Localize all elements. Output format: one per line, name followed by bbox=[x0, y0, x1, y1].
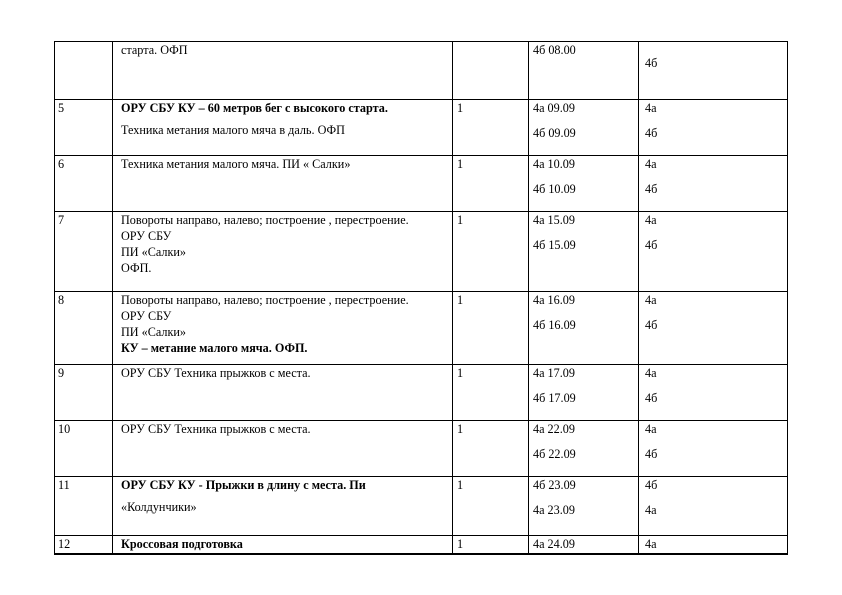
line-gap bbox=[645, 172, 787, 181]
table-row bbox=[55, 292, 788, 365]
lesson-topic-line: ОРУ СБУ КУ – 60 метров бег с высокого старта. bbox=[121, 101, 388, 115]
lesson-topic-line: ОРУ СБУ Техника прыжков с места. bbox=[121, 422, 311, 436]
lesson-number-cell bbox=[55, 100, 113, 156]
lesson-number-cell bbox=[55, 42, 113, 100]
lesson-class: 4а bbox=[645, 537, 657, 551]
lesson-number-cell bbox=[55, 156, 113, 212]
line-gap bbox=[645, 42, 787, 55]
line-gap bbox=[645, 493, 787, 502]
line-gap bbox=[533, 493, 638, 502]
lesson-hours-cell bbox=[453, 292, 529, 365]
lesson-hours-cell bbox=[453, 477, 529, 536]
lesson-date: 4б 10.09 bbox=[533, 182, 576, 196]
lesson-class-cell bbox=[639, 421, 788, 477]
table-row bbox=[55, 156, 788, 212]
lesson-date: 4б 09.09 bbox=[533, 126, 576, 140]
lesson-hours-cell bbox=[453, 42, 529, 100]
lesson-hours-cell bbox=[453, 421, 529, 477]
lesson-number-cell bbox=[55, 292, 113, 365]
lesson-topic-line: Повороты направо, налево; построение , перестроение. bbox=[121, 213, 409, 227]
lesson-topic-line: старта. ОФП bbox=[121, 43, 188, 57]
lesson-hours-cell bbox=[453, 100, 529, 156]
lesson-class: 4б bbox=[645, 126, 658, 140]
lesson-class: 4а bbox=[645, 366, 657, 380]
lesson-number: 8 bbox=[58, 293, 65, 307]
lesson-topic-line: ПИ «Салки» bbox=[121, 325, 187, 339]
lesson-number: 9 bbox=[58, 366, 65, 380]
lesson-date: 4б 17.09 bbox=[533, 391, 576, 405]
lesson-date: 4а 17.09 bbox=[533, 366, 575, 380]
lesson-topic-line: Техника метания малого мяча в даль. ОФП bbox=[121, 123, 345, 137]
line-gap bbox=[645, 437, 787, 446]
lesson-hours: 1 bbox=[457, 478, 464, 492]
table-row bbox=[55, 365, 788, 421]
lesson-date: 4а 24.09 bbox=[533, 537, 575, 551]
lesson-date: 4а 10.09 bbox=[533, 157, 575, 171]
lesson-hours: 1 bbox=[457, 213, 464, 227]
lesson-class-cell bbox=[639, 292, 788, 365]
lesson-class: 4б bbox=[645, 318, 658, 332]
lesson-topic-cell bbox=[113, 42, 453, 100]
lesson-number: 12 bbox=[58, 537, 71, 551]
lesson-class: 4а bbox=[645, 503, 657, 517]
lesson-class: 4а bbox=[645, 293, 657, 307]
lesson-hours-cell bbox=[453, 536, 529, 554]
lesson-class: 4а bbox=[645, 157, 657, 171]
lesson-number-cell bbox=[55, 212, 113, 292]
lesson-topic-line: КУ – метание малого мяча. ОФП. bbox=[121, 341, 308, 355]
lesson-class-cell bbox=[639, 536, 788, 554]
lesson-hours-cell bbox=[453, 365, 529, 421]
lesson-topic-cell bbox=[113, 536, 453, 554]
lesson-topic-line: «Колдунчики» bbox=[121, 500, 197, 514]
lesson-date: 4а 15.09 bbox=[533, 213, 575, 227]
lesson-number: 11 bbox=[58, 478, 70, 492]
lesson-class-cell bbox=[639, 156, 788, 212]
lesson-class-cell bbox=[639, 212, 788, 292]
lesson-date: 4б 23.09 bbox=[533, 478, 576, 492]
lesson-number-cell bbox=[55, 421, 113, 477]
table-row bbox=[55, 477, 788, 536]
lesson-date: 4б 08.00 bbox=[533, 43, 576, 57]
lesson-topic-cell bbox=[113, 212, 453, 292]
lesson-hours: 1 bbox=[457, 537, 464, 551]
lesson-hours: 1 bbox=[457, 101, 464, 115]
lesson-class: 4б bbox=[645, 182, 658, 196]
line-gap bbox=[533, 381, 638, 390]
lesson-number-cell bbox=[55, 477, 113, 536]
table-row bbox=[55, 42, 788, 100]
line-gap bbox=[645, 228, 787, 237]
lesson-number: 7 bbox=[58, 213, 65, 227]
lesson-date: 4б 15.09 bbox=[533, 238, 576, 252]
lesson-number: 10 bbox=[58, 422, 71, 436]
lesson-topic-cell bbox=[113, 365, 453, 421]
lesson-topic-line: Повороты направо, налево; построение , перестроение. bbox=[121, 293, 409, 307]
line-gap bbox=[645, 308, 787, 317]
lesson-class: 4б bbox=[645, 238, 658, 252]
lesson-date: 4б 22.09 bbox=[533, 447, 576, 461]
line-gap bbox=[533, 228, 638, 237]
lesson-topic-cell bbox=[113, 421, 453, 477]
lesson-topic-line: ПИ «Салки» bbox=[121, 245, 187, 259]
table-row bbox=[55, 100, 788, 156]
lesson-plan-document bbox=[54, 41, 787, 555]
lesson-date-cell bbox=[529, 536, 639, 554]
lesson-class-cell bbox=[639, 365, 788, 421]
lesson-hours: 1 bbox=[457, 366, 464, 380]
lesson-class: 4б bbox=[645, 391, 658, 405]
line-gap bbox=[533, 172, 638, 181]
lesson-date: 4а 22.09 bbox=[533, 422, 575, 436]
lesson-number-cell bbox=[55, 365, 113, 421]
lesson-hours: 1 bbox=[457, 157, 464, 171]
lesson-topic-line: Кроссовая подготовка bbox=[121, 537, 243, 551]
lesson-class: 4а bbox=[645, 213, 657, 227]
lesson-topic-line: ОФП. bbox=[121, 261, 152, 275]
lesson-hours-cell bbox=[453, 156, 529, 212]
lesson-class: 4б bbox=[645, 478, 658, 492]
lesson-topic-cell bbox=[113, 100, 453, 156]
table-row bbox=[55, 421, 788, 477]
lesson-date: 4а 16.09 bbox=[533, 293, 575, 307]
lesson-date: 4б 16.09 bbox=[533, 318, 576, 332]
lesson-plan-table bbox=[54, 41, 788, 555]
lesson-topic-line: ОРУ СБУ bbox=[121, 309, 172, 323]
lesson-class-cell bbox=[639, 100, 788, 156]
lesson-date-cell bbox=[529, 477, 639, 536]
lesson-class: 4а bbox=[645, 101, 657, 115]
lesson-number-cell bbox=[55, 536, 113, 554]
lesson-topic-cell bbox=[113, 156, 453, 212]
lesson-date-cell bbox=[529, 421, 639, 477]
lesson-class: 4а bbox=[645, 422, 657, 436]
lesson-date-cell bbox=[529, 365, 639, 421]
lesson-topic-cell bbox=[113, 292, 453, 365]
lesson-date: 4а 09.09 bbox=[533, 101, 575, 115]
lesson-class: 4б bbox=[645, 56, 658, 70]
lesson-class-cell bbox=[639, 42, 788, 100]
lesson-date: 4а 23.09 bbox=[533, 503, 575, 517]
lesson-hours: 1 bbox=[457, 422, 464, 436]
lesson-hours-cell bbox=[453, 212, 529, 292]
line-gap bbox=[533, 308, 638, 317]
lesson-number: 6 bbox=[58, 157, 65, 171]
lesson-topic-line: ОРУ СБУ КУ - Прыжки в длину с места. Пи bbox=[121, 478, 366, 492]
lesson-date-cell bbox=[529, 292, 639, 365]
lesson-class-cell bbox=[639, 477, 788, 536]
lesson-topic-line: Техника метания малого мяча. ПИ « Салки» bbox=[121, 157, 351, 171]
lesson-class: 4б bbox=[645, 447, 658, 461]
lesson-date-cell bbox=[529, 100, 639, 156]
lesson-hours: 1 bbox=[457, 293, 464, 307]
lesson-topic-cell bbox=[113, 477, 453, 536]
lesson-topic-line: ОРУ СБУ Техника прыжков с места. bbox=[121, 366, 311, 380]
lesson-date-cell bbox=[529, 212, 639, 292]
lesson-date-cell bbox=[529, 42, 639, 100]
lesson-date-cell bbox=[529, 156, 639, 212]
line-gap bbox=[645, 116, 787, 125]
line-gap bbox=[645, 381, 787, 390]
line-gap bbox=[533, 116, 638, 125]
lesson-number: 5 bbox=[58, 101, 65, 115]
line-gap bbox=[533, 437, 638, 446]
lesson-plan-body bbox=[55, 42, 788, 554]
table-row bbox=[55, 212, 788, 292]
lesson-topic-line: ОРУ СБУ bbox=[121, 229, 172, 243]
table-row bbox=[55, 536, 788, 554]
